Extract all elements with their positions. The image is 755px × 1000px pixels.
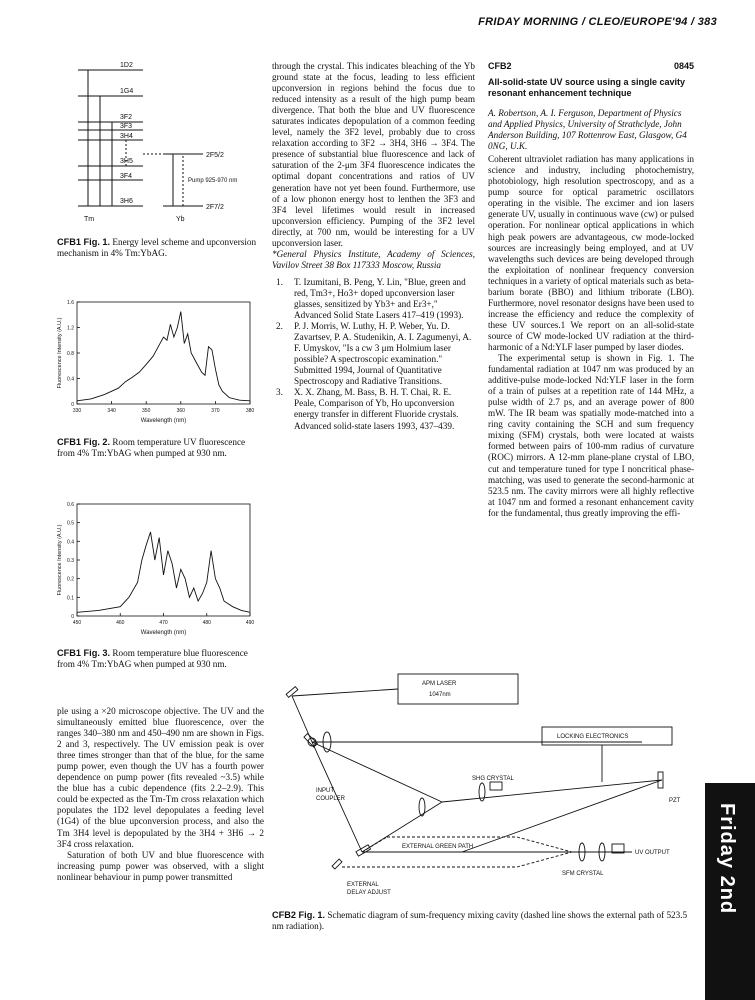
uv-fluorescence-chart [55,296,260,426]
fig2-caption [57,437,262,459]
y-tick-label: 0.4 [67,539,74,546]
level-1g4: 1G4 [120,88,134,95]
x-tick-label: 380 [245,408,255,414]
cfb2-code: CFB2 [488,61,512,71]
cfb2-time: 0845 [673,61,694,71]
level-3f3: 3F3 [120,123,133,130]
series-line [77,532,250,612]
cfb2-paragraph-1: Coherent ultraviolet radiation has many applications in science and industry, including photochemistry, photobiology, high resolution spectroscopy, and as a pump source for optical parametric oscillators operating in the visible. The excimer and ion lasers generate UV, usually in continuous wave (cw) or pulsed operation. For nonlinear optical applications in which high peak powers are advantageous, cw mode-locked sources are increasingly being employed, and at UV wavelengths such devices are being developed through the exploitation of nonlinear frequency conversion techniques in a variety of optical materials such as beta-barium borate (BBO) and lithium triborate (LBO). Furthermore, novel resonator designs have been used to increase the efficiency and reduce the complexity of these UV sources.1 We report on an all-solid-state source of CW mode-locked UV radiation at the third-harmonic of a Nd:YLF laser pumped by laser diodes. [488,154,694,352]
reference-item: 3. X. X. Zhang, M. Bass, B. H. T. Chai, R. E. Peale, Comparison of Yb, Ho upconversion energy transfer in different Fluoride crystals. Advanced solid-state lasers 1993, 437–439. [276,387,459,431]
cfb2-section [488,61,694,519]
apm-wavelength-label: 1047nm [429,692,451,698]
col2-affiliation: *General Physics Institute, Academy of Sciences, Vavilov Street 38 Box 117333 Moscow, Russia [272,248,475,270]
ion-label-yb: Yb [176,216,185,223]
y-tick-label: 0.3 [67,558,74,564]
apm-laser-label: APM LASER [422,681,457,687]
y-tick-label: 0.5 [67,520,74,527]
cfb2-paragraph-2: The experimental setup is shown in Fig. 1. The fundamental radiation at 1047 nm was produced by an additive-pulse mode-locked Nd:YLF laser in the form of a train of pulses at a repetition rate of 144 MHz, a pulse width of 2.7 ps, and an average power of 800 mW. The IR beam was spatially mode-matched into a ring cavity containing the SCH and sum frequency mixing (SFM) crystals, both were located at waists formed between pairs of 100-mm radius of curvature (ROC) mirrors. A 12-mm plane-plane crystal of LBO, cut and temperature tuned for type I noncritical phase-matching, was used to generate the second-harmonic at 523.5 nm. The cavity mirrors were all highly reflective at 1047 nm and formed a resonant enhancement cavity for the fundamental, thus greatly improving the effi- [488,353,694,518]
ion-label-tm: Tm [84,216,95,223]
green-path-label: EXTERNAL GREEN PATH [402,844,474,850]
fig2-caption-text: Room temperature UV fluorescence from 4% Tm:YbAG when pumped at 930 nm. [57,437,246,458]
input-coupler-label-1: INPUT [316,788,334,794]
series-line [77,312,250,401]
fig1-caption [57,237,262,259]
fig2-caption-label: CFB1 Fig. 2. [57,437,111,447]
running-head: FRIDAY MORNING / CLEO/EUROPE'94 / 383 [478,16,717,28]
x-axis-label: Wavelength (nm) [140,630,187,636]
x-tick-label: 370 [211,408,220,414]
x-tick-label: 330 [72,408,82,414]
level-2f72: 2F7/2 [206,204,224,211]
x-tick-label: 350 [142,408,151,414]
level-3h4: 3H4 [120,133,133,140]
cfb2-title: All-solid-state UV source using a single cavity resonant enhancement technique [488,77,686,98]
plot-frame [77,302,250,404]
apm-laser-box [398,674,518,704]
uv-output-label: UV OUTPUT [635,850,670,856]
y-tick-label: 0.2 [67,576,74,583]
pump-label: Pump 925-970 nm [188,178,238,184]
y-tick-label: 0.1 [67,595,74,602]
blue-fluorescence-chart [55,498,260,638]
col1-body [57,706,264,883]
level-1d2: 1D2 [120,62,133,69]
sfm-crystal-label: SFM CRYSTAL [562,871,604,877]
y-axis-label: Fluorescence Intensity (A.U.) [57,524,63,596]
cfb2-fig1-caption [272,910,692,932]
x-tick-label: 490 [245,620,255,626]
y-tick-label: 0.4 [67,376,74,383]
cfb2-authors: A. Robertson, A. I. Ferguson, Department of Physics and Applied Physics, University of Strathclyde, John Anderson Building, 107 Rottenrow East, Glasgow, G4 0NG, U.K. [488,108,687,152]
plot-frame [77,504,250,616]
cfb2-fig1-caption-text: Schematic diagram of sum-frequency mixing cavity (dashed line shows the external path of 523.5 nm radiation). [272,910,688,931]
delay-adjust-label-2: DELAY ADJUST [347,890,391,896]
y-tick-label: 1.6 [67,300,74,306]
shg-crystal-label: SHG CRYSTAL [472,776,514,782]
x-tick-label: 480 [202,620,211,626]
reference-item: 2. P. J. Morris, W. Luthy, H. P. Weber, Yu. D. Zavartsev, P. A. Studenikin, A. I. Zagumenyi, A. F. Umyskov, "Is a cw 3 μm Holmium laser possible? A spectroscopic examination." Submitted 1994, Journal of Quantitative Spectroscopy and Radiative Transitions. [276,321,472,387]
cfb2-body [488,154,694,519]
setup-diagram [272,672,702,912]
reference-list [272,277,475,432]
level-3h5: 3H5 [120,158,133,165]
x-tick-label: 460 [116,620,125,626]
y-axis-label: Fluorescence Intensity (A.U.) [57,317,63,389]
x-tick-label: 360 [176,408,185,414]
col2-paragraph: through the crystal. This indicates bleaching of the Yb ground state at the focus, leading to less efficient upconversion in regions behind the focus due to reduced intensity as a result of the high pump beam divergence. That both the blue and UV fluorescence saturates indicates depopulation of a common feeding level, namely the 3F2 level, probably due to cross relaxation according to 3F2 → 3H4, 3H6 → 3F4. The presence of substantial blue fluorescence and lack of saturation of the 2-μm 3F4 fluorescence indicates the optimal dopant concentrations and ratios of UV generation have not yet been found. Furthermore, use of a low phonon energy host to lenthen the 3F3 and 3F4 level lifetimes would result in increased upconversion efficiency. Pumping of the 3F2 level directly, at 700 nm, would be interesting for a UV upconversion laser. [272,61,475,248]
cfb2-fig1-caption-label: CFB2 Fig. 1. [272,910,326,920]
locking-electronics-label: LOCKING ELECTRONICS [557,734,629,740]
fig1-caption-label: CFB1 Fig. 1. [57,237,111,247]
y-tick-label: 0 [71,614,74,620]
col1-paragraph: ple using a ×20 microscope objective. The UV and the simultaneously emitted blue fluorescence, over the ranges 340–380 nm and 450–490 nm are shown in Figs. 2 and 3, respectively. The UV emission peak is over three times stronger than that of the blue, for the same pump power, even though the UV has a fourth power dependence on pump power (fits revealed ~3.5) while the blue has a cubic dependence (fits 2.2–2.9). This could be expected as the Tm-Tm cross relaxation which populates the 1D2 level depopulates a feeding level (1G4) of the blue upconversion process, and also the Tm 3H4 level is depopulated by the 3H4 + 3H6 → 2 3F4 cross relaxation. [57,706,264,849]
fig3-caption [57,648,262,670]
col1-paragraph-2: Saturation of both UV and blue fluorescence with increasing pump power was observed, with a slight nonlinear behaviour in pump power transmitted [57,849,264,882]
fig1-caption-text: Energy level scheme and upconversion mechanism in 4% Tm:YbAG. [57,237,257,258]
side-tab-label: Friday 2nd [716,803,738,915]
input-coupler-label-2: COUPLER [316,796,346,802]
delay-adjust-label-1: EXTERNAL [347,882,379,888]
level-3f4: 3F4 [120,173,133,180]
section-side-tab [705,783,755,1000]
pzt-label: PZT [669,798,681,804]
col2-body [272,61,475,432]
x-axis-label: Wavelength (nm) [140,418,187,424]
y-tick-label: 1.2 [67,325,74,332]
y-tick-label: 0 [71,402,74,408]
reference-item: 1. T. Izumitani, B. Peng, Y. Lin, "Blue, green and red, Tm3+, Ho3+ doped upconversion laser glasses, sensitized by Yb3+ and Er3+," Advanced Solid State Lasers 417–419 (1993). [276,276,466,321]
y-tick-label: 0.6 [67,502,74,508]
x-tick-label: 450 [72,620,82,626]
level-2f52: 2F5/2 [206,152,224,159]
level-3f2: 3F2 [120,114,133,121]
y-tick-label: 0.8 [67,351,74,357]
fig3-caption-text: Room temperature blue fluorescence from 4% Tm:YbAG when pumped at 930 nm. [57,648,248,669]
fig3-caption-label: CFB1 Fig. 3. [57,648,111,658]
energy-level-diagram [48,58,263,233]
level-3h6: 3H6 [120,198,133,205]
x-tick-label: 470 [159,620,168,626]
x-tick-label: 340 [107,408,116,414]
